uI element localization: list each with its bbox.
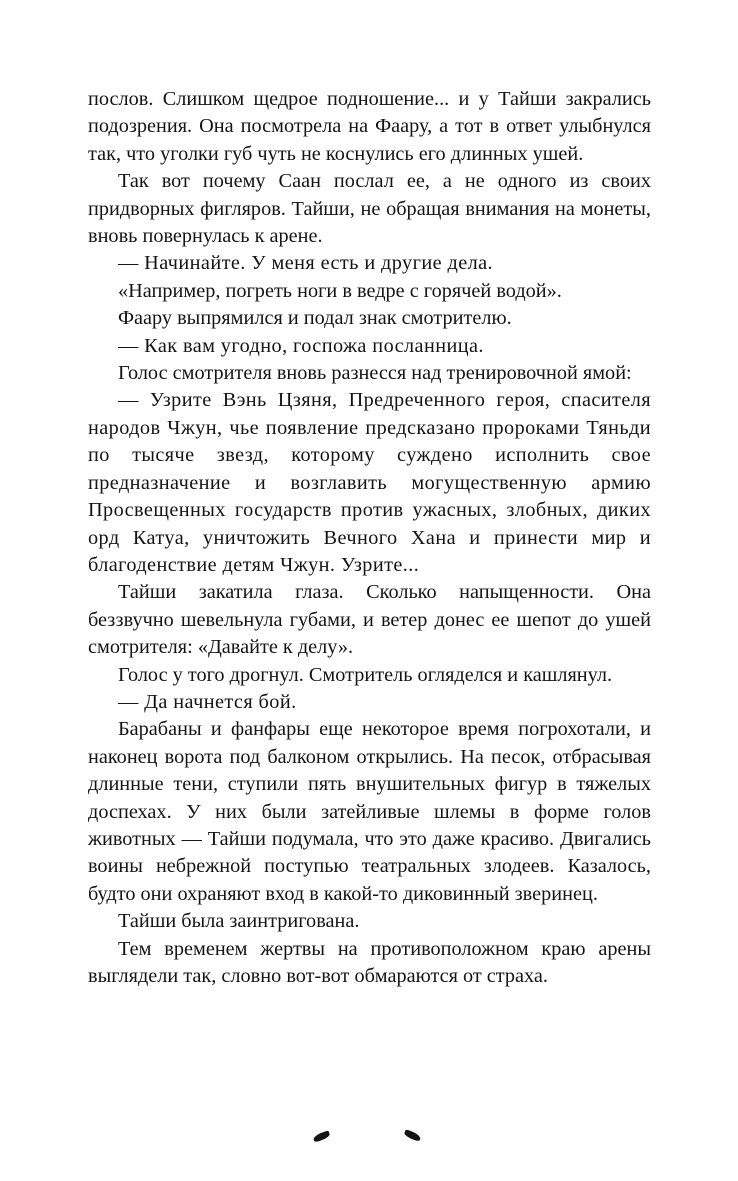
paragraph: «Например, погреть ноги в ведре с горячей водой». bbox=[118, 279, 562, 302]
ornament-mark-right-icon bbox=[403, 1129, 421, 1142]
paragraph: Голос у того дрогнул. Смотритель огляделся и кашлянул. bbox=[118, 663, 613, 686]
dialogue-line: — Да начнется бой. bbox=[118, 690, 297, 713]
page-bottom-ornament bbox=[0, 1118, 738, 1158]
paragraph: Тайши закатила глаза. Сколько напыщенности. Она беззвучно шевельнула губами, и ветер донес ее шепот до ушей смотрителя: «Давайте к делу». bbox=[88, 581, 651, 659]
paragraph: Фаару выпрямился и подал знак смотрителю. bbox=[118, 307, 512, 330]
paragraph-continuation: послов. Слишком щедрое подношение... и у Тайши закрались подозрения. Она посмотрела на Фаару, а тот в ответ улыбнулся так, что уголки губ чуть не коснулись его длинных ушей. bbox=[88, 88, 651, 165]
ornament-mark-left-icon bbox=[312, 1130, 330, 1142]
dialogue-line: — Начинайте. У меня есть и другие дела. bbox=[118, 252, 494, 275]
dialogue-line: — Как вам угодно, госпожа посланница. bbox=[118, 334, 484, 357]
paragraph: Тем временем жертвы на противоположном краю арены выглядели так, словно вот-вот обмараются от страха. bbox=[88, 937, 651, 987]
paragraph: Так вот почему Саан послал ее, а не одного из своих придворных фигляров. Тайши, не обращая внимания на монеты, вновь повернулась к арене. bbox=[88, 170, 651, 248]
paragraph: Голос смотрителя вновь разнесся над тренировочной ямой: bbox=[118, 362, 632, 385]
paragraph: Барабаны и фанфары еще некоторое время погрохотали, и наконец ворота под балконом открылись. На песок, отбрасывая длинные тени, ступили пять внушительных фигур в тяжелых доспехах. У них были затейливые шлемы в форме голов животных — Тайши подумала, что это даже красиво. Двигались воины небрежной поступью театральных злодеев. Казалось, будто они охраняют вход в какой-то диковинный зверинец. bbox=[88, 718, 651, 905]
paragraph: Тайши была заинтригована. bbox=[118, 910, 360, 933]
dialogue-line-proclamation: — Узрите Вэнь Цзяня, Предреченного героя, спасителя народов Чжун, чье появление предсказано пророками Тяньди по тысяче звезд, которому суждено исполнить свое предназначение и возглавить могущественную армию Просвещенных государств против ужасных, злобных, диких орд Катуа, уничтожить Вечного Хана и принести мир и благоденствие детям Чжун. Узрите... bbox=[88, 389, 651, 576]
page-text-block bbox=[88, 86, 651, 990]
